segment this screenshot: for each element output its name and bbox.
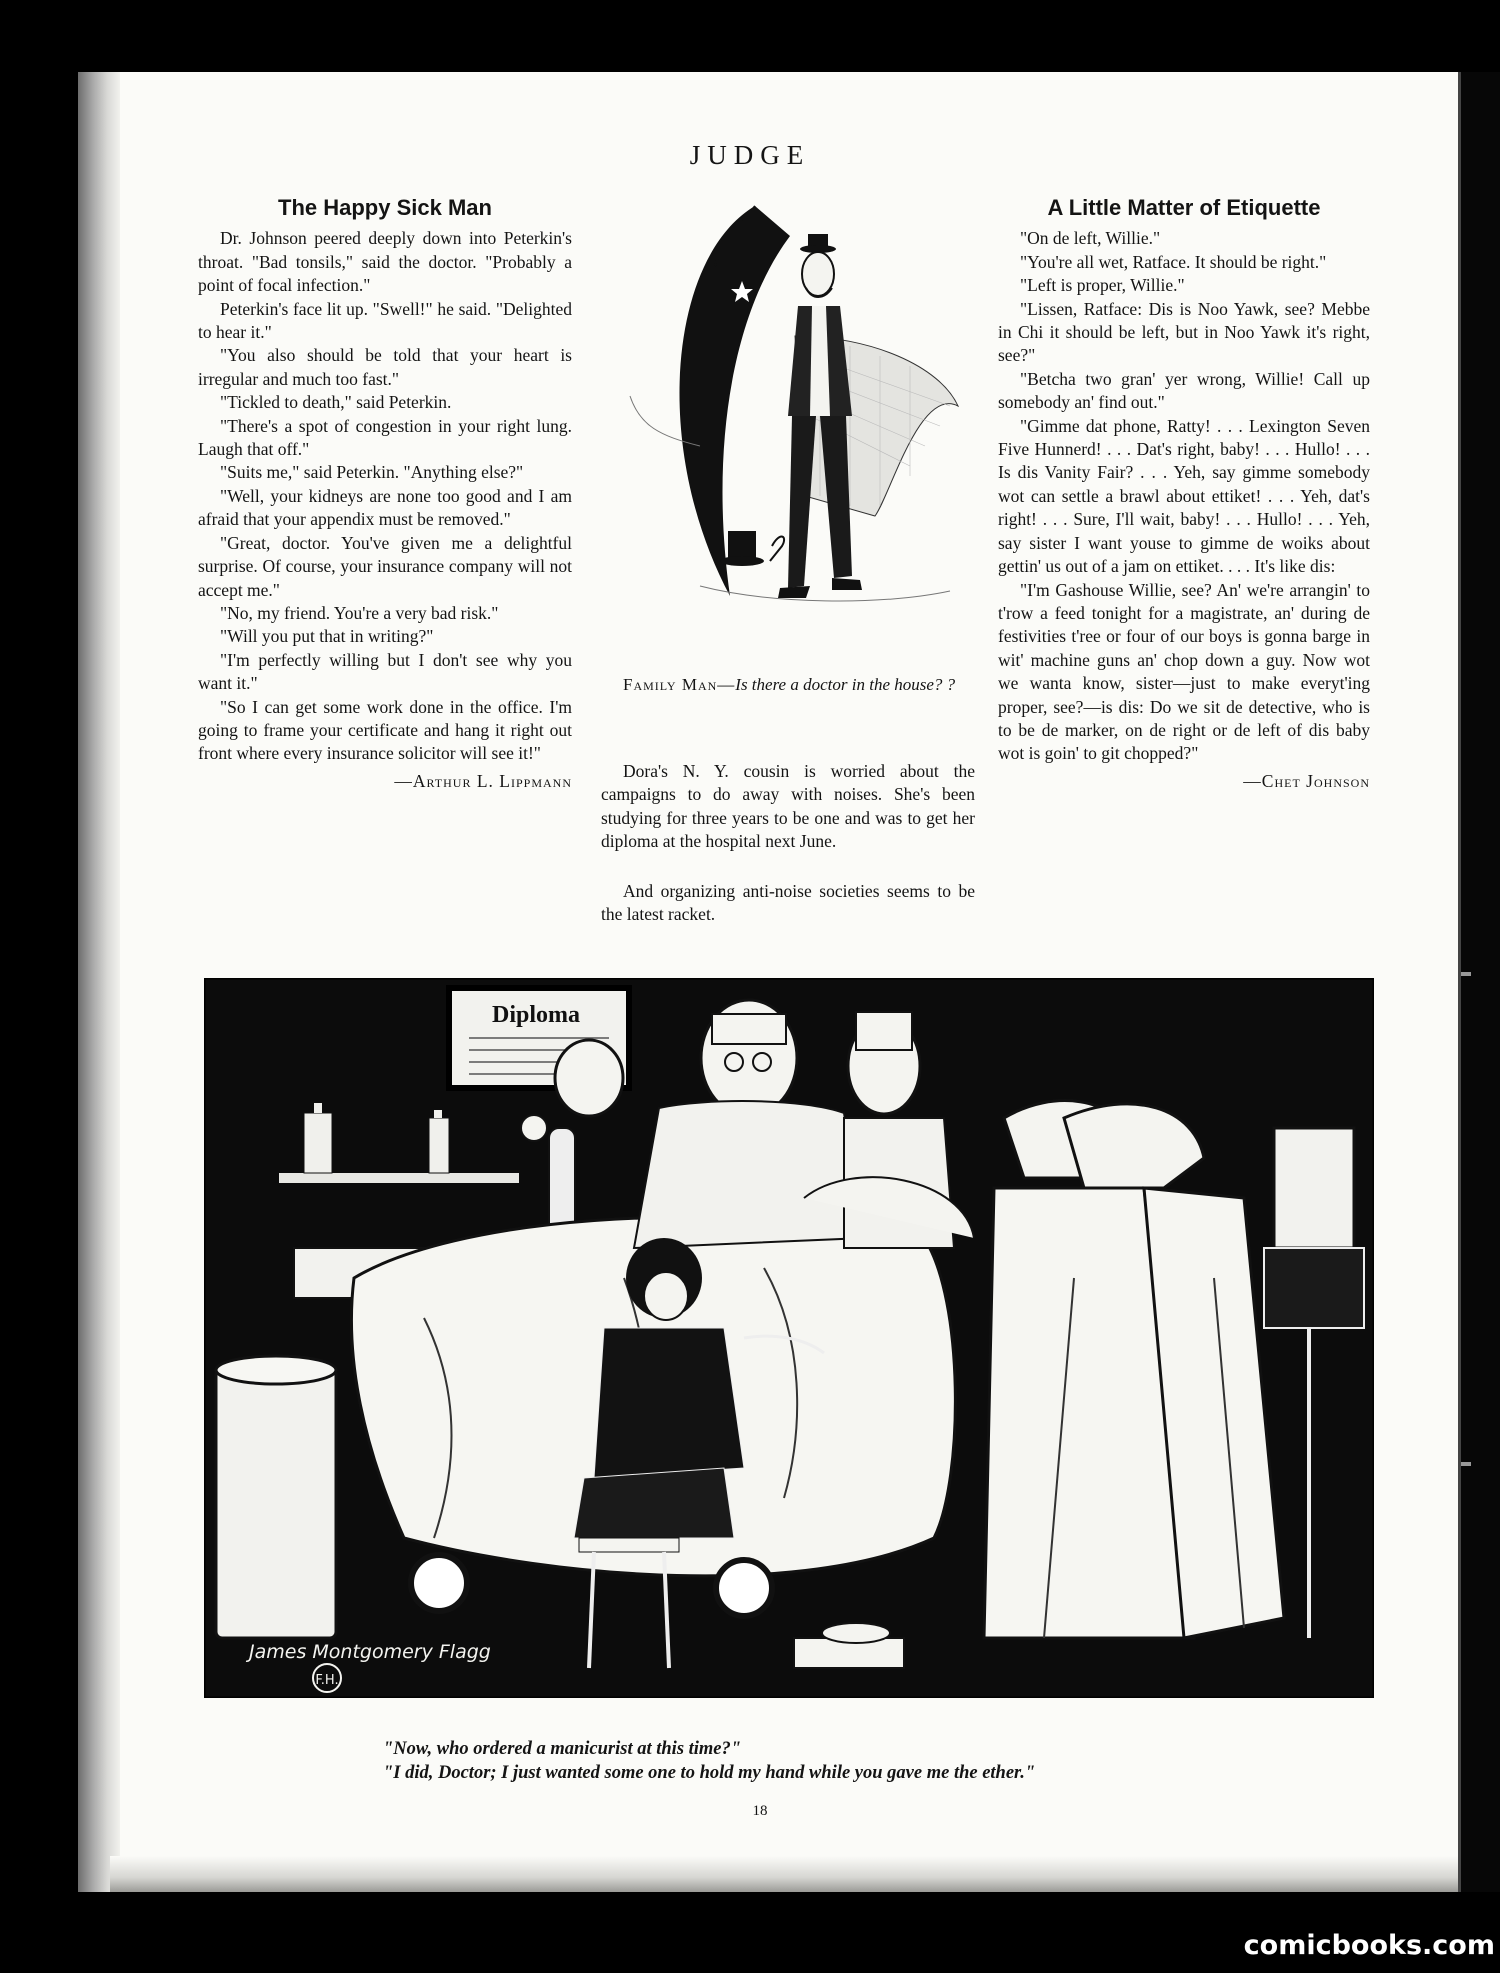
caption-speaker: Family Man— xyxy=(623,675,736,694)
left-paragraph: "So I can get some work done in the office. I'm going to frame your certificate and hang it right out front where every insurance solicitor will see it!" xyxy=(198,696,572,764)
middle-paragraph: And organizing anti-noise societies seems to be the latest racket. xyxy=(601,880,975,925)
left-paragraph: "Well, your kidneys are none too good and I am afraid that your appendix must be removed." xyxy=(198,485,572,530)
caption-line-one: "Now, who ordered a manicurist at this time?" xyxy=(383,1739,742,1759)
right-article xyxy=(998,196,1370,793)
facing-page-edge xyxy=(1458,72,1500,1892)
left-paragraph: "Great, doctor. You've given me a delightful surprise. Of course, your insurance company will not accept me." xyxy=(198,532,572,600)
top-cartoon-caption xyxy=(623,673,983,696)
middle-paragraph: Dora's N. Y. cousin is worried about the campaigns to do away with noises. She's been studying for three years to be one and was to get her diploma at the hospital next June. xyxy=(601,761,975,852)
family-man-illustration xyxy=(620,196,980,656)
masthead: JUDGE xyxy=(689,140,811,170)
left-paragraph: "Suits me," said Peterkin. "Anything else?" xyxy=(220,462,524,483)
right-paragraph: "Gimme dat phone, Ratty! . . . Lexington Seven Five Hunnerd! . . . Dat's right, baby! . . . Hullo! . . . Is dis Vanity Fair? . . . Yeh, say gimme somebody wot can settle a brawl about ettiket! . . . Yeh, dat's right! . . . Sure, I'll wait, baby! . . . Hullo! . . . Yeh, say sister I want youse to gimme de woiks about gettin' us out of a jam on ettiket. . . . It's like dis: xyxy=(998,415,1370,577)
right-paragraph: "I'm Gashouse Willie, see? An' we're arrangin' to t'row a feed tonight for a magistrate, an' during de festivities t'ree or four of our boys is gonna barge in wit' machine guns an' chop down a guy. Now wot we wanta know, sister—just to make everyt'ing proper, see?—is dis: Do we sit de detective, who is to be de marker, on de right or de left of dis baby wot is goin' to git chopped?" xyxy=(998,579,1370,764)
left-paragraph: Dr. Johnson peered deeply down into Peterkin's throat. "Bad tonsils," said the doctor. "Probably a point of focal infection." xyxy=(198,228,572,296)
page-number: 18 xyxy=(752,1803,768,1819)
left-paragraph: "Will you put that in writing?" xyxy=(220,626,434,647)
right-paragraph: "You're all wet, Ratface. It should be right." xyxy=(1020,251,1327,272)
page-binding-shadow xyxy=(78,72,120,1892)
bottom-cartoon-caption xyxy=(383,1737,1283,1785)
caption-quote: Is there a doctor in the house? ? xyxy=(735,675,956,694)
right-paragraph: "Lissen, Ratface: Dis is Noo Yawk, see? Mebbe in Chi it should be left, but in Noo Yawk it's right, see?" xyxy=(998,298,1370,366)
left-article-title: The Happy Sick Man xyxy=(278,195,492,220)
page-bottom-shadow xyxy=(110,1856,1458,1892)
right-paragraph: "Betcha two gran' yer wrong, Willie! Call up somebody an' find out." xyxy=(998,368,1370,413)
left-paragraph: "No, my friend. You're a very bad risk." xyxy=(220,602,499,623)
left-paragraph: "There's a spot of congestion in your right lung. Laugh that off." xyxy=(198,415,572,460)
left-paragraph: "I'm perfectly willing but I don't see why you want it." xyxy=(198,649,572,694)
left-paragraph: "You also should be told that your heart is irregular and much too fast." xyxy=(198,345,572,389)
left-article xyxy=(198,196,572,793)
right-article-byline: —Chet Johnson xyxy=(1243,770,1370,791)
caption-line-two: "I did, Doctor; I just wanted some one to hold my hand while you gave me the ether." xyxy=(383,1763,1036,1783)
right-paragraph: "On de left, Willie." xyxy=(1020,228,1161,249)
diploma-sign-text: Diploma xyxy=(491,1002,581,1028)
middle-column xyxy=(601,760,975,926)
left-paragraph: "Tickled to death," said Peterkin. xyxy=(220,392,452,413)
left-paragraph: Peterkin's face lit up. "Swell!" he said. "Delighted to hear it." xyxy=(198,298,572,343)
right-article-title: A Little Matter of Etiquette xyxy=(1047,195,1321,220)
artist-signature: James Montgomery Flagg xyxy=(249,1641,491,1663)
artist-initials: F.H. xyxy=(315,1673,339,1688)
left-article-byline: —Arthur L. Lippmann xyxy=(394,770,572,791)
site-watermark: comicbooks.com xyxy=(1243,1930,1495,1961)
operating-room-cartoon xyxy=(204,978,1374,1698)
right-paragraph: "Left is proper, Willie." xyxy=(1020,275,1185,296)
